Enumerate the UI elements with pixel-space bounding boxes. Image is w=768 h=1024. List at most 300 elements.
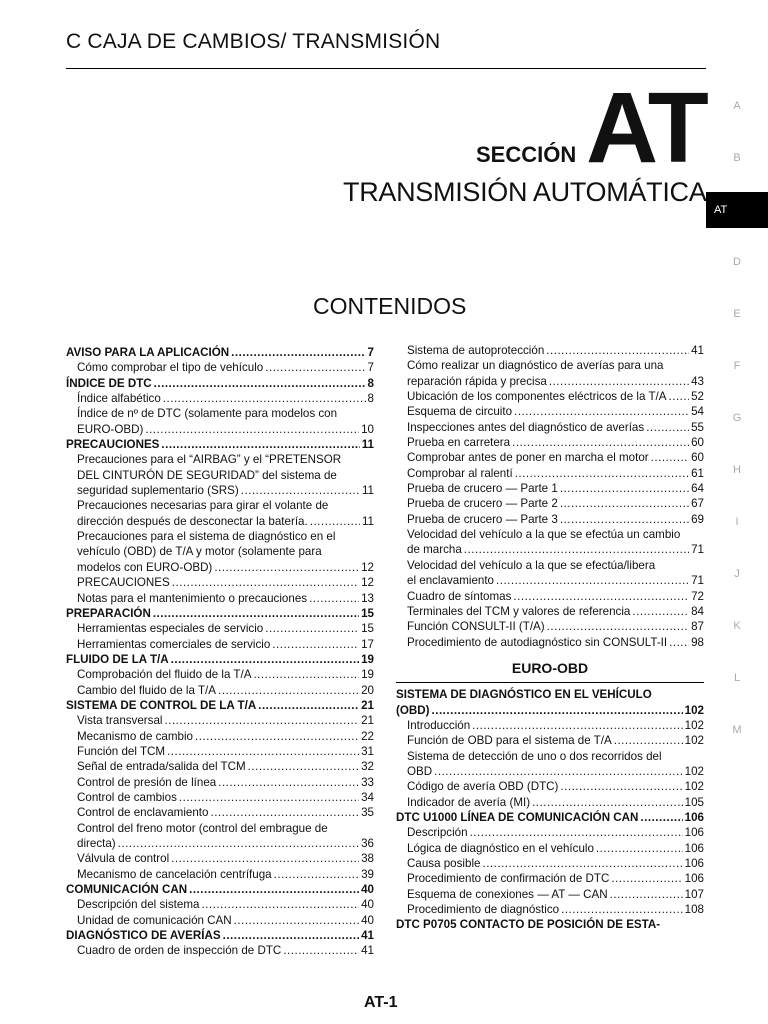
- toc-entry[interactable]: [396, 917, 704, 932]
- toc-leader-dots: [234, 913, 359, 928]
- toc-entry[interactable]: [66, 544, 374, 559]
- toc-leader-dots: [218, 683, 359, 698]
- toc-entry[interactable]: [66, 759, 374, 774]
- toc-page-number: 35: [361, 806, 374, 820]
- toc-entry-text: Indicador de avería (MI): [407, 795, 531, 809]
- toc-leader-dots: [189, 882, 359, 897]
- toc-entry-text: Código de avería OBD (DTC): [407, 780, 559, 794]
- toc-entry[interactable]: [66, 575, 374, 590]
- toc-leader-dots: [161, 437, 359, 452]
- toc-entry[interactable]: [396, 856, 704, 871]
- toc-leader-dots: [201, 897, 359, 912]
- toc-leader-dots: [560, 779, 682, 794]
- toc-entry-text: DEL CINTURÓN DE SEGURIDAD” del sistema de: [77, 468, 337, 482]
- toc-leader-dots: [512, 435, 689, 450]
- toc-entry[interactable]: [396, 733, 704, 748]
- toc-entry-text: reparación rápida y precisa: [407, 374, 547, 388]
- toc-entry-text: Sistema de detección de uno o dos recorridos del: [407, 749, 662, 763]
- toc-entry-text: Índice alfabético: [77, 392, 161, 406]
- toc-leader-dots: [611, 871, 682, 886]
- toc-entry-text: Prueba en carretera: [407, 436, 511, 450]
- toc-leader-dots: [432, 703, 683, 718]
- toc-leader-dots: [532, 795, 683, 810]
- toc-page-number: 106: [684, 872, 704, 886]
- toc-page-number: 38: [361, 852, 374, 866]
- side-tab-label: J: [734, 568, 740, 580]
- toc-entry[interactable]: [66, 437, 374, 452]
- toc-entry[interactable]: [396, 871, 704, 886]
- toc-entry[interactable]: [396, 687, 704, 702]
- toc-entry[interactable]: [66, 836, 374, 851]
- toc-entry-text: EURO-OBD): [77, 422, 144, 436]
- toc-entry-text: Función CONSULT-II (T/A): [407, 620, 545, 634]
- toc-leader-dots: [310, 514, 360, 529]
- toc-entry[interactable]: [66, 529, 374, 544]
- toc-entry-text: Herramientas comerciales de servicio: [77, 637, 271, 651]
- toc-entry-text: Inspecciones antes del diagnóstico de averías: [407, 420, 645, 434]
- toc-entry-text: Cómo realizar un diagnóstico de averías para una: [407, 359, 664, 373]
- toc-page-number: 106: [684, 857, 704, 870]
- toc-page-number: 71: [691, 574, 704, 588]
- toc-leader-dots: [560, 496, 689, 511]
- toc-entry-text: Esquema de circuito: [407, 405, 513, 419]
- toc-entry[interactable]: [396, 604, 704, 619]
- toc-entry[interactable]: [396, 420, 704, 435]
- toc-entry[interactable]: [66, 805, 374, 820]
- side-tab-label: L: [733, 672, 741, 684]
- toc-page-number: 7: [367, 361, 374, 375]
- toc-entry[interactable]: [66, 729, 374, 744]
- toc-page-number: 19: [361, 668, 374, 682]
- toc-page-number: 8: [367, 392, 374, 406]
- toc-leader-dots: [248, 759, 359, 774]
- toc-entry-text: modelos con EURO-OBD): [77, 560, 213, 574]
- toc-column-right: [396, 343, 704, 933]
- toc-entry[interactable]: [396, 466, 704, 481]
- side-tab-label: A: [733, 100, 741, 112]
- toc-page-number: 10: [361, 422, 374, 436]
- toc-entry[interactable]: [396, 389, 704, 404]
- side-tab-i[interactable]: [706, 496, 768, 548]
- toc-leader-dots: [669, 635, 689, 650]
- toc-leader-dots: [179, 790, 359, 805]
- toc-page-number: 55: [691, 420, 704, 434]
- toc-page-number: 98: [691, 635, 704, 649]
- toc-leader-dots: [265, 621, 359, 636]
- toc-entry-text: Función de OBD para el sistema de T/A: [407, 734, 612, 748]
- toc-leader-dots: [145, 422, 359, 437]
- toc-page-number: 60: [691, 451, 704, 465]
- page-number: AT-1: [364, 994, 398, 1011]
- toc-leader-dots: [464, 542, 689, 557]
- toc-entry[interactable]: [396, 558, 704, 573]
- chapter-header: C CAJA DE CAMBIOS/ TRANSMISIÓN: [66, 30, 441, 53]
- side-tab-label: AT: [714, 204, 728, 216]
- toc-entry-text: vehículo (OBD) de T/A y motor (solamente para: [77, 545, 322, 559]
- side-tab-d[interactable]: [706, 236, 768, 288]
- toc-leader-dots: [560, 481, 689, 496]
- toc-entry[interactable]: [66, 744, 374, 759]
- toc-page-number: 71: [691, 543, 704, 557]
- toc-entry[interactable]: [396, 496, 704, 511]
- toc-entry-text: Causa posible: [407, 857, 481, 870]
- toc-leader-dots: [470, 825, 683, 840]
- toc-entry-text: Velocidad del vehículo a la que se efectúa/libera: [407, 558, 656, 572]
- toc-entry[interactable]: [396, 749, 704, 764]
- toc-entry-text: Mecanismo de cancelación centrífuga: [77, 867, 272, 881]
- toc-entry-text: seguridad suplementario (SRS): [77, 484, 239, 498]
- toc-leader-dots: [309, 591, 359, 606]
- toc-page-number: 21: [361, 714, 374, 728]
- toc-entry-text: FLUIDO DE LA T/A: [66, 652, 169, 666]
- toc-entry-text: SISTEMA DE CONTROL DE LA T/A: [66, 698, 257, 712]
- toc-entry-text: Comprobar al ralentí: [407, 466, 513, 480]
- toc-entry-text: OBD: [407, 764, 433, 778]
- toc-entry-text: ÍNDICE DE DTC: [66, 376, 152, 390]
- toc-entry-text: DTC U1000 LÍNEA DE COMUNICACIÓN CAN: [396, 810, 639, 824]
- toc-entry-text: Descripción: [407, 826, 468, 840]
- toc-entry-text: PRECAUCIONES: [66, 438, 160, 452]
- toc-leader-dots: [172, 575, 359, 590]
- section-index-tabs: [706, 80, 768, 756]
- side-tab-h[interactable]: [706, 444, 768, 496]
- side-tab-j[interactable]: [706, 548, 768, 600]
- toc-entry[interactable]: [396, 887, 704, 902]
- toc-leader-dots: [669, 389, 690, 404]
- toc-entry-text: Notas para el mantenimiento o precauciones: [77, 591, 308, 605]
- toc-leader-dots: [165, 713, 360, 728]
- toc-entry-text: Control de cambios: [77, 790, 177, 804]
- toc-entry[interactable]: [66, 775, 374, 790]
- toc-entry[interactable]: [66, 637, 374, 652]
- toc-entry-text: Ubicación de los componentes eléctricos de la T/A: [407, 390, 667, 404]
- toc-page-number: 108: [684, 903, 704, 917]
- toc-leader-dots: [561, 902, 683, 917]
- toc-page-number: 54: [691, 405, 704, 419]
- toc-leader-dots: [258, 698, 359, 713]
- toc-leader-dots: [547, 619, 689, 634]
- side-tab-label: G: [732, 412, 742, 424]
- side-tab-label: F: [733, 360, 741, 372]
- side-tab-label: D: [733, 256, 741, 268]
- toc-entry[interactable]: [66, 406, 374, 421]
- toc-page-number: 106: [684, 810, 704, 824]
- toc-page-number: 11: [361, 484, 374, 498]
- toc-leader-dots: [549, 374, 689, 389]
- side-tab-e[interactable]: [706, 288, 768, 340]
- toc-page-number: 69: [691, 512, 704, 526]
- toc-leader-dots: [241, 483, 360, 498]
- toc-leader-dots: [223, 928, 359, 943]
- toc-leader-dots: [651, 450, 689, 465]
- side-tab-label: E: [733, 308, 741, 320]
- toc-leader-dots: [546, 343, 689, 358]
- toc-entry[interactable]: [396, 619, 704, 634]
- toc-entry-text: el enclavamiento: [407, 574, 495, 588]
- toc-page-number: 102: [684, 764, 704, 778]
- toc-page-number: 87: [691, 620, 704, 634]
- side-tab-l[interactable]: [706, 652, 768, 704]
- toc-entry[interactable]: [396, 481, 704, 496]
- toc-entry-text: directa): [77, 837, 116, 850]
- toc-leader-dots: [283, 943, 359, 958]
- toc-page-number: 7: [367, 346, 374, 359]
- toc-entry[interactable]: [66, 376, 374, 391]
- toc-entry-text: Descripción del sistema: [77, 898, 200, 912]
- toc-leader-dots: [253, 667, 359, 682]
- toc-entry-text: Prueba de crucero — Parte 2: [407, 497, 558, 511]
- side-tab-at[interactable]: [706, 192, 768, 228]
- toc-entry[interactable]: [396, 841, 704, 856]
- toc-entry[interactable]: [66, 851, 374, 866]
- toc-entry[interactable]: [66, 943, 374, 958]
- toc-page-number: 36: [361, 837, 374, 850]
- toc-entry-text: Esquema de conexiones — AT — CAN: [407, 887, 608, 901]
- toc-leader-dots: [514, 404, 689, 419]
- toc-entry[interactable]: [396, 635, 704, 650]
- toc-entry[interactable]: [396, 825, 704, 840]
- toc-entry[interactable]: [66, 698, 374, 713]
- side-tab-a[interactable]: [706, 80, 768, 132]
- toc-page-number: 41: [691, 344, 704, 357]
- toc-page-number: 20: [361, 683, 374, 697]
- toc-entry[interactable]: [396, 358, 704, 373]
- toc-page-number: 17: [361, 637, 374, 651]
- toc-page-number: 32: [361, 760, 374, 774]
- toc-leader-dots: [640, 810, 682, 825]
- toc-page-number: 64: [691, 482, 704, 496]
- toc-page-number: 40: [361, 898, 374, 912]
- toc-page-number: 22: [361, 729, 374, 743]
- toc-entry-text: Comprobación del fluido de la T/A: [77, 668, 252, 682]
- toc-leader-dots: [214, 560, 359, 575]
- toc-entry-text: Control del freno motor (control del embrague de: [77, 821, 328, 835]
- toc-page-number: 11: [361, 514, 374, 528]
- toc-entry[interactable]: [66, 821, 374, 836]
- toc-entry[interactable]: [396, 703, 704, 718]
- toc-entry-text: Cómo comprobar el tipo de vehículo: [77, 361, 264, 375]
- toc-leader-dots: [171, 652, 359, 667]
- toc-entry[interactable]: [396, 589, 704, 604]
- toc-entry-text: Señal de entrada/salida del TCM: [77, 760, 246, 774]
- toc-entry[interactable]: [66, 713, 374, 728]
- toc-entry-text: Sistema de autoprotección: [407, 344, 545, 357]
- toc-leader-dots: [210, 805, 359, 820]
- toc-page-number: 102: [684, 734, 704, 748]
- toc-page-number: 34: [361, 790, 374, 804]
- toc-leader-dots: [646, 420, 689, 435]
- toc-entry[interactable]: [396, 343, 704, 358]
- toc-entry-text: SISTEMA DE DIAGNÓSTICO EN EL VEHÍCULO: [396, 688, 652, 702]
- toc-page-number: 8: [367, 376, 374, 390]
- toc-leader-dots: [231, 345, 365, 360]
- toc-leader-dots: [482, 856, 682, 871]
- toc-leader-dots: [171, 851, 359, 866]
- toc-page-number: 41: [361, 929, 374, 943]
- toc-leader-dots: [195, 729, 359, 744]
- toc-entry[interactable]: [66, 683, 374, 698]
- toc-entry[interactable]: [396, 718, 704, 733]
- toc-entry-text: Procedimiento de diagnóstico: [407, 903, 560, 917]
- toc-page-number: 67: [691, 497, 704, 511]
- toc-entry[interactable]: [66, 498, 374, 513]
- toc-entry-text: Velocidad del vehículo a la que se efectúa un cambio: [407, 528, 681, 542]
- toc-leader-dots: [560, 512, 689, 527]
- side-tab-b[interactable]: [706, 132, 768, 184]
- toc-leader-dots: [632, 604, 689, 619]
- toc-entry[interactable]: [66, 652, 374, 667]
- toc-entry-text: dirección después de desconectar la batería.: [77, 514, 308, 528]
- toc-leader-dots: [272, 637, 359, 652]
- toc-entry-text: COMUNICACIÓN CAN: [66, 883, 188, 897]
- toc-entry[interactable]: [66, 422, 374, 437]
- toc-entry-text: Procedimiento de autodiagnóstico sin CONSULT-II: [407, 635, 668, 649]
- toc-entry[interactable]: [66, 667, 374, 682]
- toc-entry[interactable]: [396, 902, 704, 917]
- toc-entry-text: Precauciones para el “AIRBAG” y el “PRETENSOR: [77, 453, 342, 467]
- toc-leader-dots: [265, 360, 365, 375]
- toc-entry-text: Vista transversal: [77, 714, 163, 728]
- toc-page-number: 106: [684, 841, 704, 855]
- side-tab-label: K: [733, 620, 741, 632]
- toc-page-number: 52: [691, 390, 704, 404]
- toc-entry-text: Introducción: [407, 718, 471, 732]
- euro-obd-heading: EURO-OBD: [511, 659, 589, 676]
- toc-entry-text: Control de enclavamiento: [77, 806, 209, 820]
- toc-entry[interactable]: [396, 764, 704, 779]
- toc-entry-text: Procedimiento de confirmación de DTC: [407, 872, 610, 886]
- toc-page-number: 72: [691, 589, 704, 603]
- toc-column-left: [66, 345, 374, 959]
- toc-entry-text: DIAGNÓSTICO DE AVERÍAS: [66, 929, 221, 943]
- toc-page-number: 12: [361, 560, 374, 574]
- toc-leader-dots: [163, 391, 366, 406]
- toc-page-number: 12: [361, 576, 374, 590]
- toc-entry[interactable]: [66, 790, 374, 805]
- toc-entry-text: Precauciones necesarias para girar el volante de: [77, 499, 329, 513]
- toc-entry[interactable]: [396, 527, 704, 542]
- toc-page-number: 107: [684, 887, 704, 901]
- toc-entry-text: Herramientas especiales de servicio: [77, 622, 264, 636]
- toc-entry-text: Control de presión de línea: [77, 775, 217, 789]
- toc-leader-dots: [472, 718, 682, 733]
- toc-leader-dots: [515, 466, 689, 481]
- toc-entry-text: Válvula de control: [77, 852, 170, 866]
- toc-entry-text: (OBD): [396, 703, 430, 717]
- toc-entry-text: Índice de nº de DTC (solamente para modelos con: [77, 407, 338, 421]
- toc-leader-dots: [154, 376, 366, 391]
- toc-entry-text: PRECAUCIONES: [77, 576, 170, 590]
- toc-entry[interactable]: [66, 452, 374, 467]
- toc-page-number: 60: [691, 436, 704, 450]
- toc-entry[interactable]: [396, 374, 704, 389]
- toc-entry[interactable]: [396, 450, 704, 465]
- toc-entry-text: AVISO PARA LA APLICACIÓN: [66, 346, 230, 359]
- toc-entry[interactable]: [66, 882, 374, 897]
- toc-entry[interactable]: [66, 621, 374, 636]
- toc-entry[interactable]: [66, 928, 374, 943]
- side-tab-label: M: [732, 724, 742, 736]
- toc-entry-text: Unidad de comunicación CAN: [77, 913, 232, 927]
- toc-entry-text: de marcha: [407, 543, 462, 557]
- toc-entry[interactable]: [66, 345, 374, 360]
- toc-entry[interactable]: [396, 512, 704, 527]
- toc-page-number: 43: [691, 374, 704, 388]
- toc-entry[interactable]: [66, 560, 374, 575]
- toc-entry[interactable]: [66, 391, 374, 406]
- toc-page-number: 84: [691, 604, 704, 618]
- toc-entry[interactable]: [396, 795, 704, 810]
- side-tab-m[interactable]: [706, 704, 768, 756]
- toc-entry[interactable]: [66, 606, 374, 621]
- toc-entry[interactable]: [66, 483, 374, 498]
- toc-page-number: 106: [684, 826, 704, 840]
- toc-page-number: 11: [361, 438, 374, 452]
- toc-entry-text: Cuadro de orden de inspección de DTC: [77, 944, 282, 958]
- toc-page-number: 13: [361, 591, 374, 605]
- toc-entry[interactable]: [66, 897, 374, 912]
- toc-entry[interactable]: [396, 542, 704, 557]
- toc-entry-text: Prueba de crucero — Parte 1: [407, 482, 558, 496]
- toc-entry[interactable]: [66, 468, 374, 483]
- toc-entry[interactable]: [396, 435, 704, 450]
- toc-leader-dots: [167, 744, 359, 759]
- toc-entry[interactable]: [66, 867, 374, 882]
- toc-entry[interactable]: [66, 360, 374, 375]
- section-label: SECCIÓN: [476, 142, 577, 167]
- toc-leader-dots: [118, 836, 359, 851]
- toc-page-number: 39: [361, 867, 374, 881]
- side-tab-k[interactable]: [706, 600, 768, 652]
- toc-leader-dots: [153, 606, 359, 621]
- toc-page-number: 31: [361, 744, 374, 758]
- toc-page-number: 40: [361, 913, 374, 927]
- toc-entry[interactable]: [396, 810, 704, 825]
- toc-page-number: 105: [684, 795, 704, 809]
- toc-page-number: 19: [361, 652, 374, 666]
- toc-entry[interactable]: [396, 573, 704, 588]
- toc-leader-dots: [614, 733, 683, 748]
- toc-leader-dots: [596, 841, 683, 856]
- toc-entry[interactable]: [396, 779, 704, 794]
- toc-page-number: 61: [691, 466, 704, 480]
- toc-leader-dots: [218, 775, 359, 790]
- toc-entry-text: Mecanismo de cambio: [77, 729, 193, 743]
- toc-entry[interactable]: [396, 404, 704, 419]
- side-tab-g[interactable]: [706, 392, 768, 444]
- toc-page-number: 41: [361, 944, 374, 958]
- toc-entry-text: Lógica de diagnóstico en el vehículo: [407, 841, 594, 855]
- toc-entry-text: Terminales del TCM y valores de referencia: [407, 604, 631, 618]
- toc-entry-text: PREPARACIÓN: [66, 606, 151, 620]
- toc-leader-dots: [513, 589, 689, 604]
- toc-page-number: 21: [361, 698, 374, 712]
- toc-leader-dots: [496, 573, 689, 588]
- side-tab-label: I: [735, 516, 739, 528]
- toc-entry[interactable]: [66, 591, 374, 606]
- toc-leader-dots: [274, 867, 359, 882]
- side-tab-f[interactable]: [706, 340, 768, 392]
- toc-entry[interactable]: [66, 913, 374, 928]
- toc-page-number: 33: [361, 775, 374, 789]
- toc-entry-text: Prueba de crucero — Parte 3: [407, 512, 558, 526]
- toc-page-number: 15: [361, 622, 374, 636]
- toc-entry[interactable]: [66, 514, 374, 529]
- toc-page-number: 102: [684, 703, 704, 717]
- toc-entry-text: Cuadro de síntomas: [407, 589, 512, 603]
- toc-leader-dots: [610, 887, 683, 902]
- contents-heading: CONTENIDOS: [313, 293, 467, 319]
